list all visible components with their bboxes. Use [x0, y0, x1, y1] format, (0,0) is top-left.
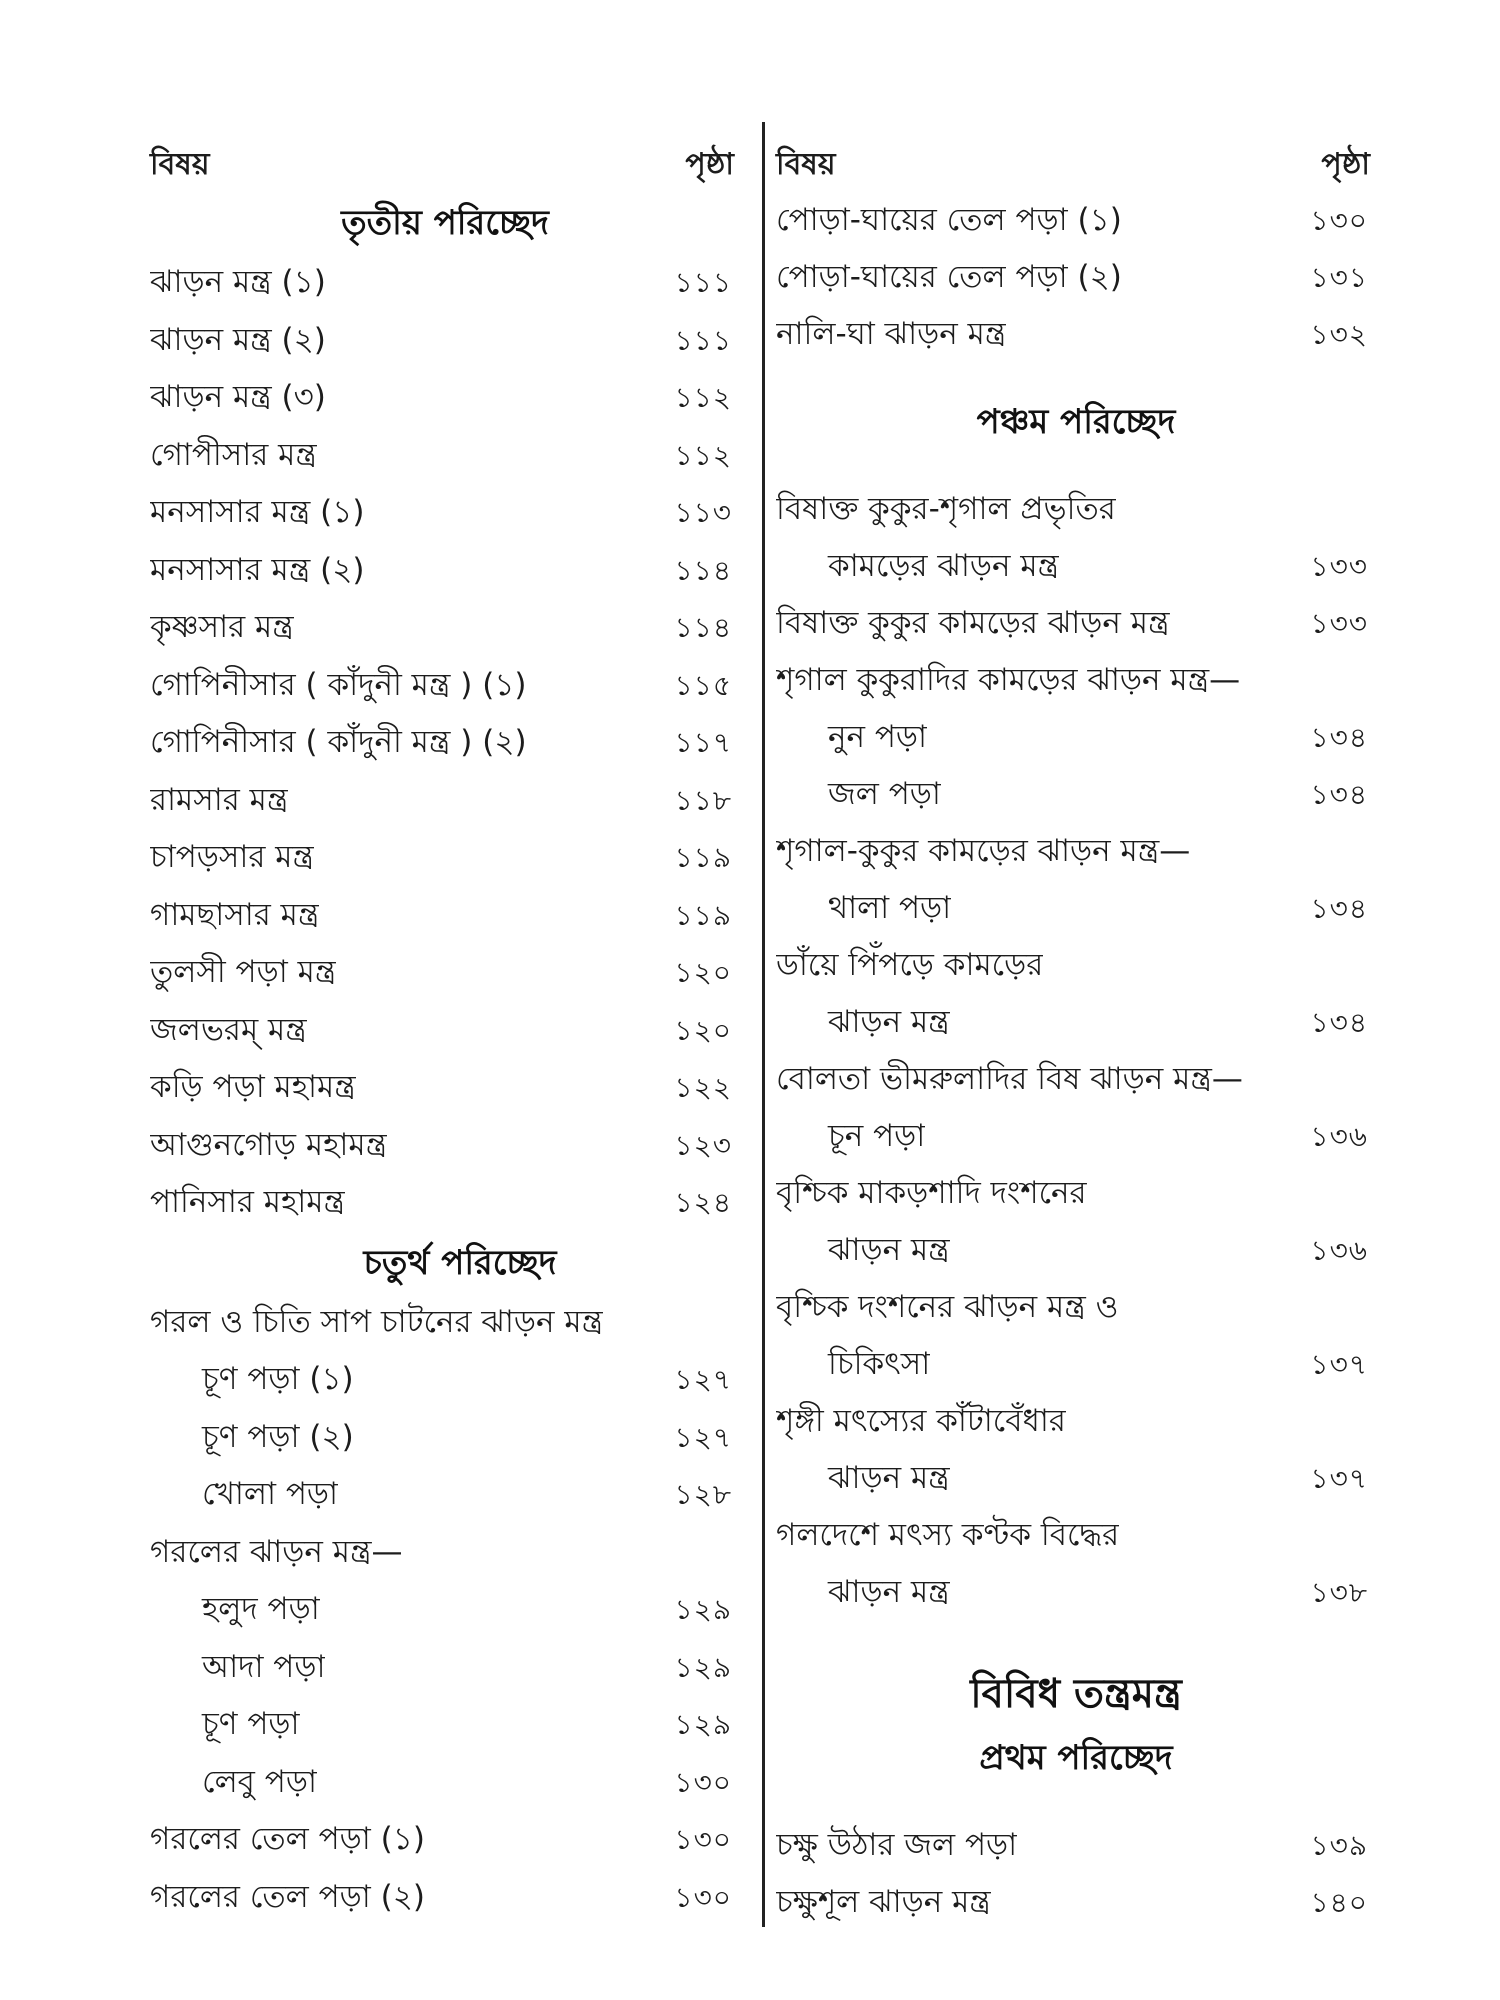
toc-entry-title: ঝাড়ন মন্ত্র — [828, 1574, 950, 1610]
toc-entry-title: খোলা পড়া — [202, 1476, 339, 1512]
toc-entry-title: বোলতা ভীমরুলাদির বিষ ঝাড়ন মন্ত্র— — [776, 1061, 1243, 1097]
toc-entry-title: ঝাড়ন মন্ত্র (২) — [150, 321, 326, 358]
toc-entry — [150, 772, 740, 830]
section-title: বিবিধ তন্ত্রমন্ত্র — [970, 1671, 1182, 1717]
toc-entry-title: থালা পড়া — [828, 890, 952, 926]
toc-entry-title: চাপড়সার মন্ত্র — [150, 839, 315, 875]
toc-entry-title: লেবু পড়া — [202, 1763, 317, 1800]
chapter-heading: তৃতীয় পরিচ্ছেদ — [341, 203, 549, 243]
toc-entry — [776, 1336, 1376, 1393]
chapter-heading: প্রথম পরিচ্ছেদ — [979, 1738, 1173, 1778]
chapter-heading: পঞ্চম পরিচ্ছেদ — [976, 402, 1176, 442]
toc-entry-page: ১২২ — [674, 1071, 732, 1104]
toc-entry — [150, 1174, 740, 1232]
toc-entry — [150, 1869, 740, 1927]
toc-entry — [150, 1754, 740, 1812]
toc-entry — [776, 823, 1376, 880]
toc-entry-page: ১৩৭ — [1310, 1348, 1368, 1381]
toc-entry — [150, 427, 740, 485]
toc-entry — [150, 369, 740, 427]
toc-entry — [776, 1507, 1376, 1564]
toc-entry-page: ১১১ — [674, 266, 732, 299]
toc-entry — [776, 1279, 1376, 1336]
toc-entry-page: ১২৩ — [674, 1128, 732, 1162]
toc-entry-title: বিষাক্ত কুকুর কামড়ের ঝাড়ন মন্ত্র — [776, 605, 1170, 641]
toc-entry-title: পোড়া-ঘায়ের তেল পড়া (২) — [776, 259, 1122, 295]
toc-entry-title: চিকিৎসা — [828, 1346, 931, 1382]
toc-entry-page: ১১২ — [674, 381, 732, 414]
toc-entry — [776, 766, 1376, 823]
toc-entry-page: ১২৯ — [674, 1650, 732, 1684]
toc-entry — [776, 306, 1376, 363]
toc-entry-title: গরলের তেল পড়া (২) — [150, 1878, 425, 1915]
toc-list — [776, 1817, 1376, 1931]
toc-entry — [150, 1811, 740, 1869]
column-divider — [762, 122, 765, 1927]
right-column — [776, 140, 1376, 1931]
toc-entry-page: ১১৫ — [674, 668, 732, 702]
toc-entry-page: ১৪০ — [1310, 1886, 1368, 1919]
toc-entry — [150, 1409, 740, 1467]
toc-entry — [150, 657, 740, 715]
page-label: পৃষ্ঠা — [1321, 147, 1370, 182]
toc-entry-page: ১২৮ — [674, 1478, 732, 1511]
toc-entry-title: গামছাসার মন্ত্র — [150, 896, 320, 933]
toc-entry-title: কৃষ্ণসার মন্ত্র — [150, 609, 294, 645]
toc-entry — [776, 709, 1376, 766]
toc-entry-page: ১১৯ — [674, 898, 732, 932]
toc-entry — [776, 249, 1376, 306]
toc-entry-title: শৃগাল-কুকুর কামড়ের ঝাড়ন মন্ত্র— — [776, 833, 1191, 869]
toc-entry — [776, 937, 1376, 994]
toc-entry-page: ১১৮ — [674, 783, 732, 817]
toc-entry — [150, 1294, 740, 1352]
toc-entry-page: ১২৭ — [674, 1420, 732, 1454]
toc-entry-title: পানিসার মহামন্ত্র — [150, 1184, 346, 1220]
toc-entry-title: শৃঙ্গী মৎস্যের কাঁটাবেঁধার — [776, 1403, 1066, 1439]
toc-entry — [776, 1564, 1376, 1621]
toc-entry-page: ১২৪ — [674, 1186, 732, 1219]
toc-entry-title: চূণ পড়া (১) — [202, 1361, 354, 1397]
toc-entry-title: ঝাড়ন মন্ত্র (১) — [150, 264, 326, 300]
toc-entry-title: চক্ষুশূল ঝাড়ন মন্ত্র — [776, 1884, 991, 1920]
toc-entry-page: ১২৯ — [674, 1708, 732, 1741]
toc-entry — [150, 1117, 740, 1175]
toc-entry — [776, 994, 1376, 1051]
toc-entry-title: তুলসী পড়া মন্ত্র — [150, 954, 337, 990]
toc-entry-title: নালি-ঘা ঝাড়ন মন্ত্র — [776, 316, 1007, 352]
toc-entry-title: গরল ও চিতি সাপ চাটনের ঝাড়ন মন্ত্র — [150, 1303, 604, 1340]
toc-entry-page: ১৩৬ — [1310, 1234, 1368, 1267]
left-header — [150, 140, 740, 192]
toc-entry-title: রামসার মন্ত্র — [150, 781, 289, 818]
toc-list — [150, 254, 740, 1232]
toc-entry-page: ১৩০ — [674, 1880, 732, 1914]
toc-entry-page: ১৩৭ — [1310, 1462, 1368, 1495]
toc-entry-title: কড়ি পড়া মহামন্ত্র — [150, 1069, 356, 1105]
toc-entry-page: ১৩২ — [1310, 318, 1368, 351]
toc-entry — [150, 887, 740, 945]
toc-entry-page: ১৩৮ — [1310, 1576, 1368, 1609]
toc-entry-page: ১১২ — [674, 438, 732, 472]
toc-entry — [150, 1351, 740, 1409]
toc-entry-title: গোপীসার মন্ত্র — [150, 436, 317, 473]
toc-entry-page: ১৩৬ — [1310, 1120, 1368, 1153]
toc-entry — [776, 1222, 1376, 1279]
toc-entry-page: ১১৪ — [674, 611, 732, 644]
toc-entry-title: ঝাড়ন মন্ত্র — [828, 1460, 950, 1496]
toc-entry-page: ১৩৪ — [1310, 1006, 1368, 1039]
toc-entry-title: ঝাড়ন মন্ত্র — [828, 1232, 950, 1268]
toc-entry-title: বিষাক্ত কুকুর-শৃগাল প্রভৃতির — [776, 491, 1116, 527]
toc-entry — [776, 192, 1376, 249]
toc-entry — [776, 1450, 1376, 1507]
toc-entry — [150, 1639, 740, 1697]
subject-label: বিষয় — [776, 147, 836, 182]
toc-entry-page: ১১৭ — [674, 726, 732, 759]
toc-entry — [776, 595, 1376, 652]
toc-entry-title: ঝাড়ন মন্ত্র (৩) — [150, 379, 326, 415]
toc-list — [776, 192, 1376, 363]
toc-entry-title: মনসাসার মন্ত্র (২) — [150, 551, 365, 588]
toc-entry-title: বৃশ্চিক দংশনের ঝাড়ন মন্ত্র ও — [776, 1289, 1119, 1325]
toc-entry-title: বৃশ্চিক মাকড়শাদি দংশনের — [776, 1175, 1087, 1211]
toc-entry-title: গরলের ঝাড়ন মন্ত্র— — [150, 1533, 403, 1570]
toc-entry — [150, 829, 740, 887]
toc-entry — [776, 1393, 1376, 1450]
left-column — [150, 140, 740, 1926]
toc-entry-title: পোড়া-ঘায়ের তেল পড়া (১) — [776, 202, 1122, 238]
right-header — [776, 140, 1376, 192]
toc-entry — [776, 880, 1376, 937]
toc-entry-page: ১১৯ — [674, 841, 732, 874]
toc-entry-title: চূণ পড়া (২) — [202, 1418, 354, 1455]
toc-entry — [150, 1581, 740, 1639]
toc-entry — [150, 1002, 740, 1060]
toc-entry — [150, 1466, 740, 1524]
toc-entry-title: চক্ষু উঠার জল পড়া — [776, 1827, 1018, 1863]
toc-entry — [150, 484, 740, 542]
toc-entry-title: কামড়ের ঝাড়ন মন্ত্র — [828, 548, 1060, 584]
chapter-heading: চতুর্থ পরিচ্ছেদ — [363, 1242, 557, 1283]
toc-entry — [150, 1696, 740, 1754]
toc-entry-title: গরলের তেল পড়া (১) — [150, 1821, 425, 1857]
toc-entry — [776, 1108, 1376, 1165]
toc-entry-title: চূণ পড়া — [202, 1706, 300, 1742]
toc-entry-title: শৃগাল কুকুরাদির কামড়ের ঝাড়ন মন্ত্র— — [776, 662, 1241, 698]
toc-entry — [776, 1051, 1376, 1108]
toc-list — [150, 1294, 740, 1927]
toc-entry — [150, 1524, 740, 1582]
toc-entry — [150, 542, 740, 600]
toc-entry-page: ১৩৪ — [1310, 721, 1368, 754]
toc-entry-page: ১১৩ — [674, 496, 732, 529]
toc-entry-page: ১২০ — [674, 1013, 732, 1047]
toc-entry-title: ঝাড়ন মন্ত্র — [828, 1004, 950, 1040]
toc-entry-page: ১৩১ — [1310, 261, 1368, 294]
toc-entry-page: ১৩০ — [674, 1765, 732, 1799]
toc-entry-title: চূন পড়া — [828, 1118, 926, 1154]
toc-entry-title: হলুদ পড়া — [202, 1591, 320, 1627]
toc-entry-title: গোপিনীসার ( কাঁদুনী মন্ত্র ) (২) — [150, 724, 527, 760]
toc-entry — [776, 1874, 1376, 1931]
toc-entry — [150, 254, 740, 312]
toc-entry-title: মনসাসার মন্ত্র (১) — [150, 494, 365, 530]
toc-entry — [150, 312, 740, 370]
toc-list — [776, 481, 1376, 1621]
toc-entry-page: ১৩৩ — [1310, 550, 1368, 583]
toc-entry-page: ১৩০ — [1310, 204, 1368, 237]
subject-label: বিষয় — [150, 147, 210, 182]
toc-entry — [150, 1059, 740, 1117]
toc-entry-page: ১১১ — [674, 323, 732, 357]
toc-entry-page: ১২৭ — [674, 1363, 732, 1396]
toc-entry-page: ১৩৪ — [1310, 778, 1368, 811]
toc-entry-page: ১২০ — [674, 956, 732, 989]
toc-entry-title: গোপিনীসার ( কাঁদুনী মন্ত্র ) (১) — [150, 666, 527, 703]
toc-entry-title: গলদেশে মৎস্য কণ্টক বিদ্ধের — [776, 1517, 1120, 1553]
toc-entry — [776, 652, 1376, 709]
toc-entry-title: আদা পড়া — [202, 1648, 326, 1685]
toc-entry-page: ১২৯ — [674, 1593, 732, 1626]
toc-entry-title: নুন পড়া — [828, 719, 928, 755]
toc-entry — [150, 714, 740, 772]
toc-entry — [776, 481, 1376, 538]
toc-entry — [776, 538, 1376, 595]
toc-entry-title: আগুনগোড় মহামন্ত্র — [150, 1126, 388, 1163]
page-label: পৃষ্ঠা — [685, 147, 734, 182]
toc-entry-page: ১৩০ — [674, 1823, 732, 1856]
toc-entry-page: ১১৪ — [674, 553, 732, 587]
toc-entry — [150, 599, 740, 657]
toc-entry — [776, 1165, 1376, 1222]
toc-entry — [150, 944, 740, 1002]
toc-entry-title: ডাঁয়ে পিঁপড়ে কামড়ের — [776, 947, 1044, 983]
toc-entry — [776, 1817, 1376, 1874]
toc-entry-page: ১৩৩ — [1310, 607, 1368, 640]
toc-entry-title: জল পড়া — [828, 776, 941, 812]
toc-entry-page: ১৩৪ — [1310, 892, 1368, 925]
toc-entry-title: জলভরম্ মন্ত্র — [150, 1011, 307, 1048]
toc-entry-page: ১৩৯ — [1310, 1829, 1368, 1862]
